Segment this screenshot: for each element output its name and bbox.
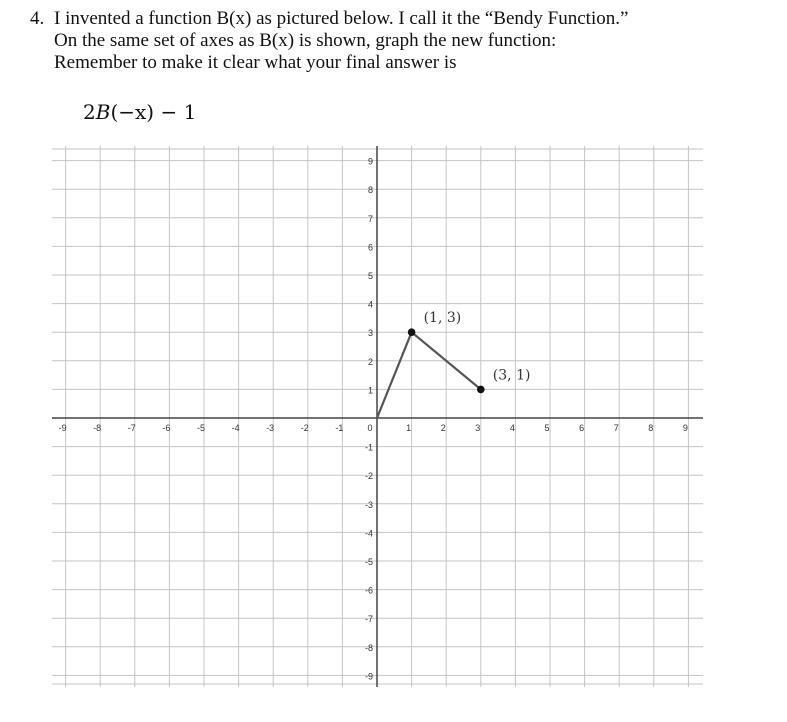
y-tick-label: -5 [364,557,373,567]
function-expression: 2B(−x) − 1 [83,100,197,124]
x-tick-label: 2 [440,423,446,433]
y-tick-label: 2 [367,356,373,367]
y-tick-label: -2 [364,471,373,482]
y-tick-label: -9 [364,671,373,682]
y-tick-label: 6 [367,242,373,253]
x-tick-label: 7 [613,423,619,433]
point-label: (1, 3) [423,310,462,327]
x-tick-label: 0 [367,423,373,433]
point-marker [408,328,416,336]
x-tick-label: 6 [579,423,585,433]
y-tick-label: 7 [367,213,373,224]
x-tick-label: -5 [196,423,206,433]
x-tick-label: -4 [231,423,240,433]
function-plot [377,332,481,418]
x-tick-label: -2 [300,423,309,433]
x-tick-label: 3 [475,423,481,433]
y-tick-label: -3 [364,499,373,510]
question-line-1: 4. I invented a function B(x) as pictured below. I call it the “Bendy Function.” [30,8,629,29]
y-tick-label: 3 [367,328,373,339]
y-tick-label: 4 [367,299,373,310]
tick-labels [59,157,688,682]
y-tick-label: 8 [367,185,373,196]
question-number: 4. [30,8,45,29]
y-tick-label: -1 [364,442,373,453]
x-tick-label: -8 [93,423,102,433]
bendy-function-line [377,332,481,418]
x-tick-label: -6 [162,423,171,433]
x-tick-label: 8 [648,423,654,433]
y-tick-label: -8 [364,642,373,653]
x-tick-label: 1 [406,423,412,433]
y-tick-label: 9 [367,156,373,167]
point-marker [477,386,485,394]
question-line-3: Remember to make it clear what your final answer is [54,52,457,73]
y-tick-label: 5 [367,271,373,281]
y-tick-label: -4 [364,528,373,539]
question-line-2: On the same set of axes as B(x) is shown, graph the new function: [54,30,557,51]
x-tick-label: 4 [509,423,515,433]
x-tick-label: -7 [127,423,136,433]
x-tick-label: -3 [266,423,275,433]
x-tick-label: 9 [682,423,688,433]
x-tick-label: -1 [335,423,344,433]
x-tick-label: -9 [58,423,67,433]
y-tick-label: 1 [367,385,373,396]
y-tick-label: -6 [364,585,373,596]
x-tick-label: 5 [544,423,550,433]
y-tick-label: -7 [364,614,373,625]
point-label: (3, 1) [492,367,531,384]
